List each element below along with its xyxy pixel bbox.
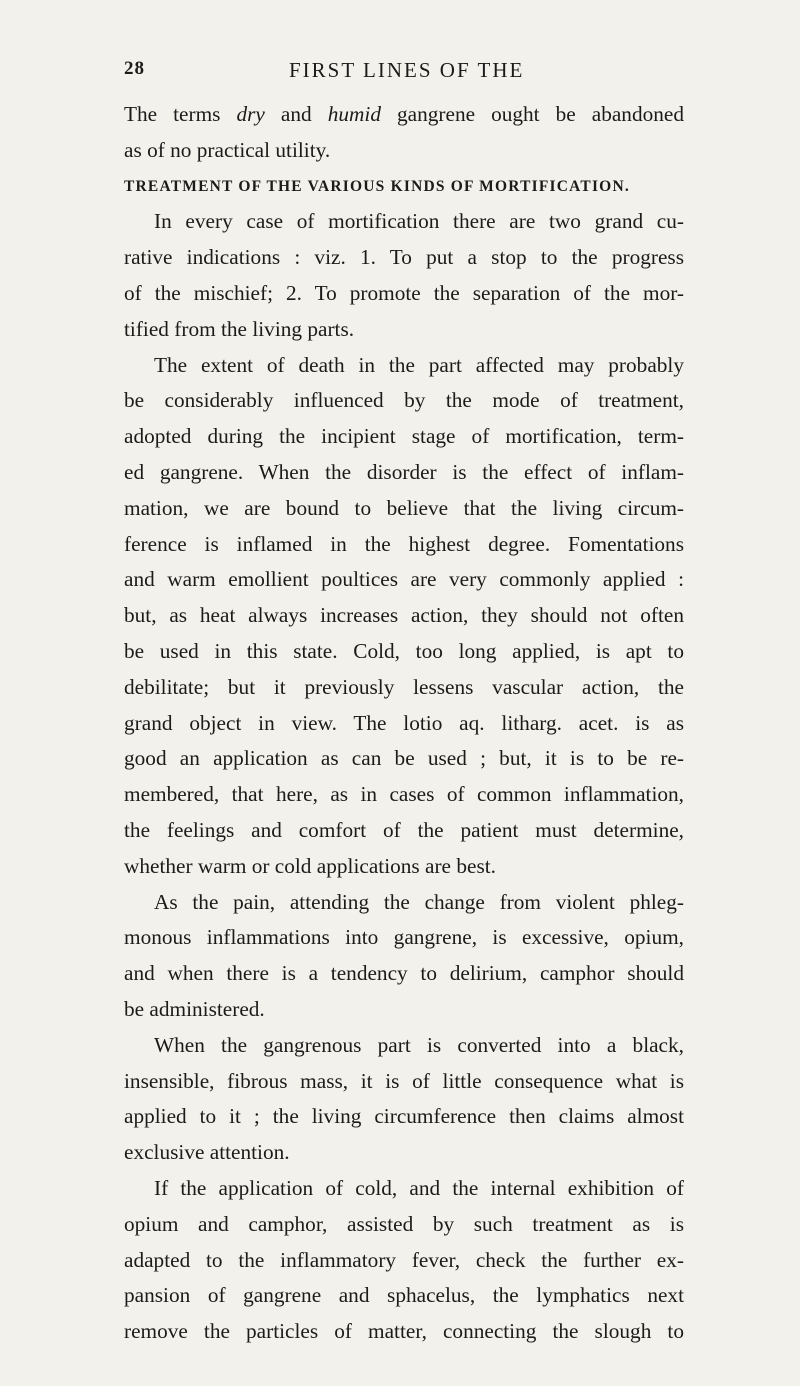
running-head: FIRST LINES OF THE xyxy=(289,58,525,82)
text-line-29: applied to it ; the living circumference then claims almost xyxy=(124,1104,684,1129)
text-line-7: tified from the living parts. xyxy=(124,316,355,341)
text-line-22: whether warm or cold applications are best. xyxy=(124,853,496,878)
text-segment-italic: dry xyxy=(236,102,265,126)
text-line-1 xyxy=(124,97,684,133)
text-line-11: ed gangrene. When the disorder is the effect of inflam- xyxy=(124,459,684,484)
text-line-2: as of no practical utility. xyxy=(124,137,331,162)
section-heading: TREATMENT OF THE VARIOUS KINDS OF MORTIFICATION. xyxy=(124,177,630,195)
text-line-32: opium and camphor, assisted by such treatment as is xyxy=(124,1211,684,1236)
text-line-9: be considerably influenced by the mode of treatment, xyxy=(124,388,684,413)
text-segment: The terms xyxy=(124,102,237,126)
text-segment-italic: humid xyxy=(327,102,381,126)
text-line-16: be used in this state. Cold, too long applied, is apt to xyxy=(124,638,684,663)
text-line-18: grand object in view. The lotio aq. litharg. acet. is as xyxy=(124,710,684,735)
text-line-17: debilitate; but it previously lessens vascular action, the xyxy=(124,674,684,699)
text-line-4: In every case of mortification there are two grand cu- xyxy=(154,209,684,234)
text-line-31: If the application of cold, and the internal exhibition of xyxy=(154,1175,684,1200)
text-line-15: but, as heat always increases action, they should not often xyxy=(124,603,684,628)
text-line-13: ference is inflamed in the highest degree. Fomentations xyxy=(124,531,684,556)
text-line-10: adopted during the incipient stage of mortification, term- xyxy=(124,424,684,449)
text-line-24: monous inflammations into gangrene, is excessive, opium, xyxy=(124,925,684,950)
text-line-25: and when there is a tendency to delirium, camphor should xyxy=(124,961,684,986)
text-line-33: adapted to the inflammatory fever, check the further ex- xyxy=(124,1247,684,1272)
text-line-6: of the mischief; 2. To promote the separation of the mor- xyxy=(124,280,684,305)
text-segment: and xyxy=(264,102,328,126)
text-line-8: The extent of death in the part affected may probably xyxy=(154,352,684,377)
text-line-20: membered, that here, as in cases of common inflammation, xyxy=(124,782,684,807)
page-header xyxy=(124,58,684,88)
text-line-5: rative indications : viz. 1. To put a stop to the progress xyxy=(124,245,684,270)
body-text xyxy=(124,97,684,1350)
text-line-12: mation, we are bound to believe that the living circum- xyxy=(124,495,684,520)
page-number: 28 xyxy=(124,58,145,79)
text-line-26: be administered. xyxy=(124,996,265,1021)
text-line-34: pansion of gangrene and sphacelus, the lymphatics next xyxy=(124,1283,684,1308)
text-line-21: the feelings and comfort of the patient must determine, xyxy=(124,817,684,842)
text-line-28: insensible, fibrous mass, it is of little consequence what is xyxy=(124,1068,684,1093)
text-line-35: remove the particles of matter, connecting the slough to xyxy=(124,1319,684,1344)
text-line-14: and warm emollient poultices are very commonly applied : xyxy=(124,567,684,592)
text-line-19: good an application as can be used ; but, it is to be re- xyxy=(124,746,684,771)
text-line-23: As the pain, attending the change from violent phleg- xyxy=(154,889,684,914)
text-line-27: When the gangrenous part is converted into a black, xyxy=(154,1032,684,1057)
text-segment: gangrene ought be abandoned xyxy=(380,102,684,126)
text-line-30: exclusive attention. xyxy=(124,1140,290,1165)
